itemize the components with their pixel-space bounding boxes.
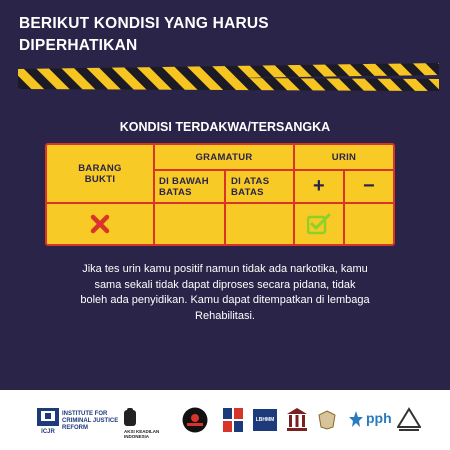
header-di-bawah-line-1: DI BAWAH bbox=[159, 176, 209, 187]
header-barang-bukti-line-2: BUKTI bbox=[84, 173, 116, 185]
header-di-bawah-line-2: BATAS bbox=[159, 187, 192, 198]
lbh-label: LBHMM bbox=[253, 409, 277, 431]
green-check-icon bbox=[307, 213, 331, 235]
aksi-line-2: INDONESIA bbox=[124, 434, 150, 439]
cell-barang-bukti-status bbox=[47, 204, 153, 244]
star-icon bbox=[349, 411, 363, 427]
red-cross-icon bbox=[90, 214, 110, 234]
header-barang-bukti-line-1: BARANG bbox=[78, 162, 122, 174]
header-di-bawah-batas bbox=[159, 176, 223, 202]
table-divider bbox=[224, 171, 226, 244]
icjr-line-1: INSTITUTE FOR bbox=[62, 410, 108, 417]
cell-urin-positive-status bbox=[295, 204, 343, 244]
icjr-line-2: CRIMINAL JUSTICE bbox=[62, 417, 119, 424]
icjr-emblem-icon bbox=[37, 408, 59, 434]
emblem-logo bbox=[318, 410, 336, 430]
title-line-1: BERIKUT KONDISI YANG HARUS bbox=[19, 15, 269, 32]
page-title bbox=[19, 13, 269, 57]
round-badge-icon bbox=[182, 407, 208, 433]
emblem-icon bbox=[318, 410, 336, 430]
header-di-atas-line-1: DI ATAS bbox=[231, 176, 270, 187]
icjr-name bbox=[62, 411, 118, 432]
condition-table bbox=[45, 143, 395, 246]
icjr-acronym: ICJR bbox=[41, 429, 55, 434]
caution-tape-band-2 bbox=[18, 77, 439, 91]
header-di-atas-batas bbox=[231, 176, 293, 202]
star-logo bbox=[349, 411, 363, 427]
aksi-line-1: AKSI KEADILAN bbox=[124, 429, 160, 434]
section-subtitle: KONDISI TERDAKWA/TERSANGKA bbox=[119, 120, 331, 134]
pph-label: pph bbox=[366, 410, 392, 426]
header-urin-negative: − bbox=[363, 175, 375, 197]
circle-logo bbox=[182, 407, 208, 433]
building-icon bbox=[287, 408, 307, 432]
header-urin-positive: + bbox=[313, 175, 325, 197]
caution-tape bbox=[18, 63, 439, 91]
building-logo bbox=[287, 408, 307, 432]
pph-logo bbox=[366, 410, 392, 426]
header-di-atas-line-2: BATAS bbox=[231, 187, 264, 198]
header-gramatur: GRAMATUR bbox=[195, 151, 253, 163]
icjr-line-3: REFORM bbox=[62, 424, 88, 431]
mountain-logo bbox=[397, 407, 421, 433]
explanation-paragraph: Jika tes urin kamu positif namun tidak ada narkotika, kamu sama sekali tidak dapat diproses secara pidana, tidak boleh ada penyidikan. Kamu dapat ditempatkan di lembaga Rehabilitasi. bbox=[80, 263, 370, 322]
header-urin: URIN bbox=[331, 151, 357, 163]
partner-logos bbox=[0, 390, 450, 450]
icjr-logo bbox=[37, 408, 118, 434]
aksi-keadilan-logo bbox=[124, 408, 170, 439]
grid-logo bbox=[223, 408, 243, 432]
grid-emblem-icon bbox=[223, 408, 243, 432]
mountain-icon bbox=[397, 407, 421, 433]
header-barang-bukti bbox=[47, 145, 153, 202]
raised-fist-icon bbox=[124, 408, 170, 428]
title-line-2: DIPERHATIKAN bbox=[19, 37, 138, 54]
lbh-logo bbox=[253, 409, 277, 431]
